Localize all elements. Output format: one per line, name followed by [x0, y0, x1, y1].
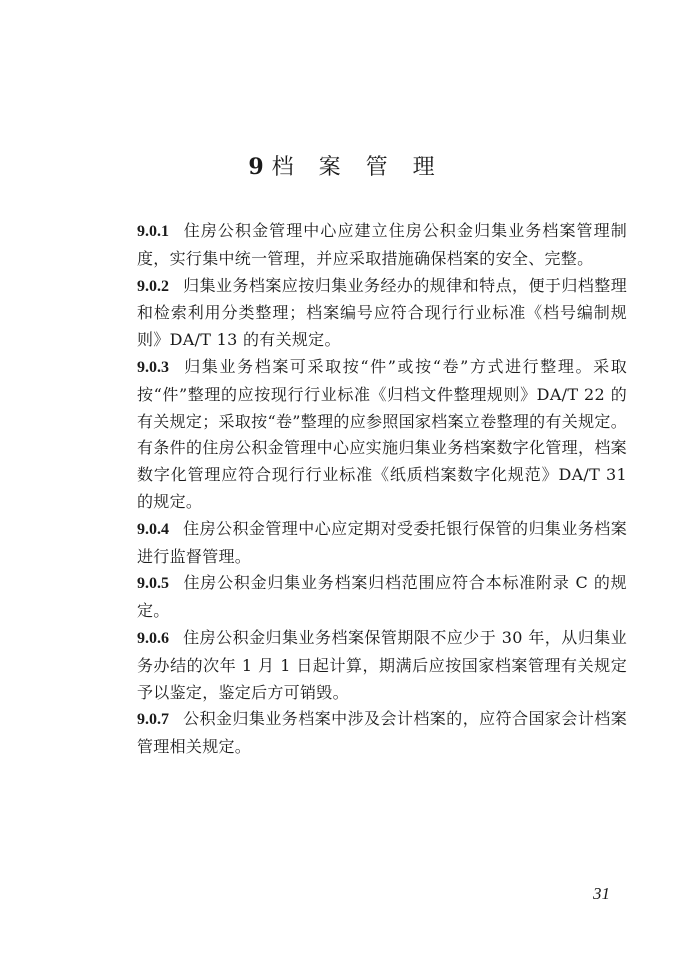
clause-list — [137, 218, 627, 761]
chapter-heading: 档 案 管 理 — [271, 155, 444, 180]
clause-text: 住房公积金管理中心应定期对受委托银行保管的归集业务档案进行监督管理。 — [137, 518, 627, 566]
clause-number: 9.0.7 — [137, 711, 169, 729]
clause-text: 住房公积金归集业务档案保管期限不应少于 30 年，从归集业务办结的次年 1 月 1 日起计算，期满后应按国家档案管理有关规定予以鉴定，鉴定后方可销毁。 — [137, 627, 627, 702]
clause-9-0-4 — [137, 516, 627, 571]
clause-number: 9.0.4 — [137, 520, 169, 538]
clause-9-0-5 — [137, 570, 627, 625]
clause-9-0-1 — [137, 218, 627, 273]
clause-number: 9.0.5 — [137, 575, 169, 593]
clause-9-0-6 — [137, 625, 627, 706]
clause-9-0-3 — [137, 354, 627, 516]
clause-text: 归集业务档案可采取按“件”或按“卷”方式进行整理。采取按“件”整理的应按现行行业标准《归档文件整理规则》DA/T 22 的有关规定；采取按“卷”整理的应参照国家档案立卷整理的有关规定。有条件的住房公积金管理中心应实施归集业务档案数字化管理，档案数字化管理应符合现行行业标准《纸质档案数字化规范》DA/T 31 的规定。 — [137, 356, 627, 511]
clause-text: 公积金归集业务档案中涉及会计档案的，应符合国家会计档案管理相关规定。 — [137, 709, 627, 757]
clause-text: 住房公积金管理中心应建立住房公积金归集业务档案管理制度，实行集中统一管理，并应采取措施确保档案的安全、完整。 — [137, 221, 627, 268]
clause-9-0-2 — [137, 273, 627, 354]
clause-number: 9.0.6 — [137, 629, 169, 647]
chapter-number: 9 — [248, 154, 264, 180]
clause-number: 9.0.2 — [137, 277, 169, 295]
chapter-title — [0, 150, 692, 181]
clause-9-0-7 — [137, 706, 627, 761]
clause-text: 住房公积金归集业务档案归档范围应符合本标准附录 C 的规定。 — [137, 573, 627, 621]
clause-text: 归集业务档案应按归集业务经办的规律和特点，便于归档整理和检索利用分类整理；档案编号应符合现行行业标准《档号编制规则》DA/T 13 的有关规定。 — [137, 275, 627, 350]
clause-number: 9.0.1 — [137, 223, 169, 240]
clause-number: 9.0.3 — [137, 358, 169, 376]
page-number: 31 — [593, 884, 610, 903]
